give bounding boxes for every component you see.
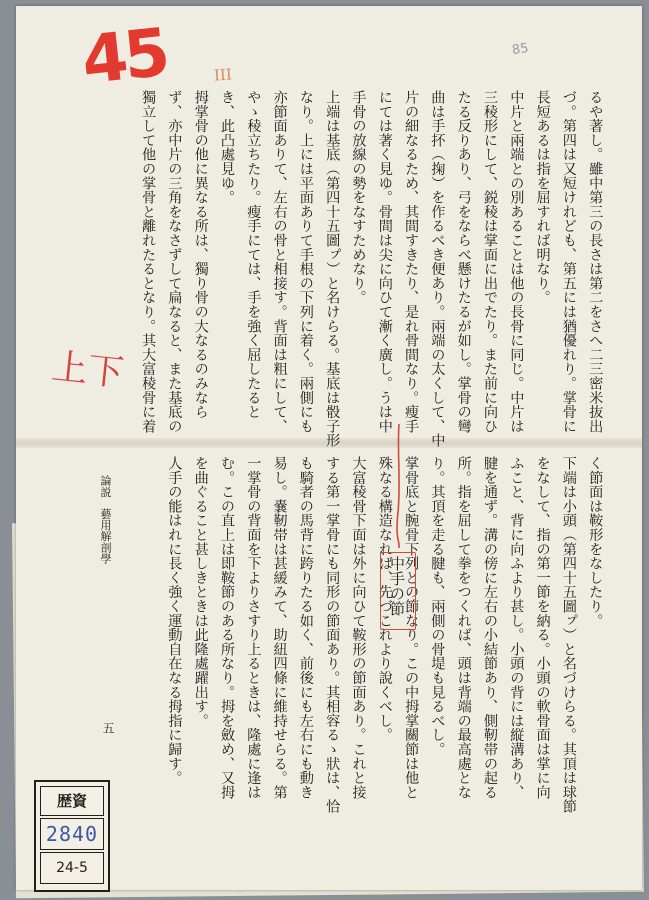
text-column: ふこと、背に向ふより甚し。小頭の背には縦溝あり、 xyxy=(508,456,525,800)
roman-numeral-mark: III xyxy=(213,65,233,85)
text-column: 曲は手抔（掬）を作るべき便あり。兩端の太くして、中 xyxy=(429,90,446,448)
handwritten-page-number: 45 xyxy=(78,13,170,100)
text-column: やゝ稜立ちたり。瘦手にては、手を強く屈したると xyxy=(245,90,262,419)
pencil-annotation: 85 xyxy=(511,40,530,59)
text-column: るや著し。雖中第三の長さは第二をさへ二三密米抜出 xyxy=(587,90,604,434)
text-column: 易し。嚢靭帯は甚緩みて、助紐四條に維持せらる。第 xyxy=(271,456,288,800)
handwritten-red-note: 上下 xyxy=(49,346,126,395)
text-column: 所。指を屈して拳をつくれば、頭は背端の最高處とな xyxy=(455,456,472,800)
text-column: 掌骨底と腕骨下列との節なり。この中拇掌關節は他と xyxy=(403,456,420,800)
page-number: 五 xyxy=(101,722,115,734)
text-column: づ。第四は又短けれども、第五には猶優れり。掌骨に xyxy=(560,90,577,434)
text-column: 大富稜骨下面は外に向ひて鞍形の節面あり。これと接 xyxy=(350,456,367,800)
text-column: ず、亦中片の三角をなさずして扁なると、また基底の xyxy=(166,90,183,434)
text-column: を曲ぐること甚しきときは此隆處躍出す。 xyxy=(192,456,209,728)
red-pencil-stroke xyxy=(395,422,403,550)
text-column: 上端は基底（第四十五圖ㇷ゚）と名けらる。基底は骰子形 xyxy=(324,90,341,448)
text-column: 長短あるは指を屈すれば明なり。 xyxy=(534,90,551,305)
text-column: 獨立して他の掌骨と離れたるとなり。其大富稜骨に着 xyxy=(140,90,157,434)
text-column: 殊なる構造なれば、先づこれより說くべし。 xyxy=(376,456,393,742)
text-column: する第一掌骨にも同形の節面あり。其相容るゝ狀は、恰 xyxy=(324,456,341,814)
stamp-code: 24-5 xyxy=(40,852,104,884)
text-column: 片の細なるため、其間すきたり、是れ骨間なり。瘦手 xyxy=(403,90,420,434)
text-column: たる反りあり、弓をならべ懸けたるが如し。掌骨の彎 xyxy=(455,90,472,434)
text-column: 下端は小頭（第四十五圖ㇷ゚）と名づけらる。其頂は球節 xyxy=(560,456,577,814)
text-column: 一掌骨の背面を下よりさすり上るときは、隆處に逢は xyxy=(245,456,262,800)
text-column: 人手の能はれに長く強く運動自在なる拇指に歸す。 xyxy=(166,456,183,785)
text-column: く節面は鞍形をなしたり。 xyxy=(587,456,604,628)
text-column: にては著く見ゆ。骨間は尖に向ひて漸く廣し。うは中 xyxy=(376,90,393,434)
text-column: をなして、指の第一節を納る。小頭の軟骨面は掌に向 xyxy=(534,456,551,800)
stamp-number: 2840 xyxy=(40,818,104,850)
margin-header: 論説 藝用解剖學 xyxy=(99,475,112,564)
text-column: む。この直上は即鞍節のある所なり。拇を斂め、又拇 xyxy=(219,456,235,800)
text-column: 三稜形にして、鋭稜は掌面に出でたり。また前に向ひ xyxy=(482,90,498,434)
text-column: 腱を通ず。溝の傍に左右の小結節あり、側靭帯の起る xyxy=(482,456,498,800)
text-column: 亦節面ありて、左右の骨と相接す。背面は粗にして、 xyxy=(271,90,288,434)
text-column: 拇掌骨の他に異なる所は、獨り骨の大なるのみなら xyxy=(192,90,209,419)
text-column: 手骨の放線の勢をなすためなり。 xyxy=(350,90,367,305)
text-column: き、此凸處見ゆ。 xyxy=(219,90,235,205)
text-column: 中片と兩端との別あることは他の長骨に同じ。中片は xyxy=(508,90,525,434)
text-column: なり。上には平面ありて手根の下列に着く。兩側にも xyxy=(297,90,314,434)
text-column: も騎者の馬背に跨りたる如く、前後にも左右にも動き xyxy=(297,456,314,800)
text-column: り。其頂を走る腱も、兩側の骨堤も見るべし。 xyxy=(429,456,446,757)
boxed-heading: 中手の節 xyxy=(388,556,406,616)
archive-stamp xyxy=(34,780,110,892)
stamp-label: 歴資 xyxy=(40,786,104,816)
